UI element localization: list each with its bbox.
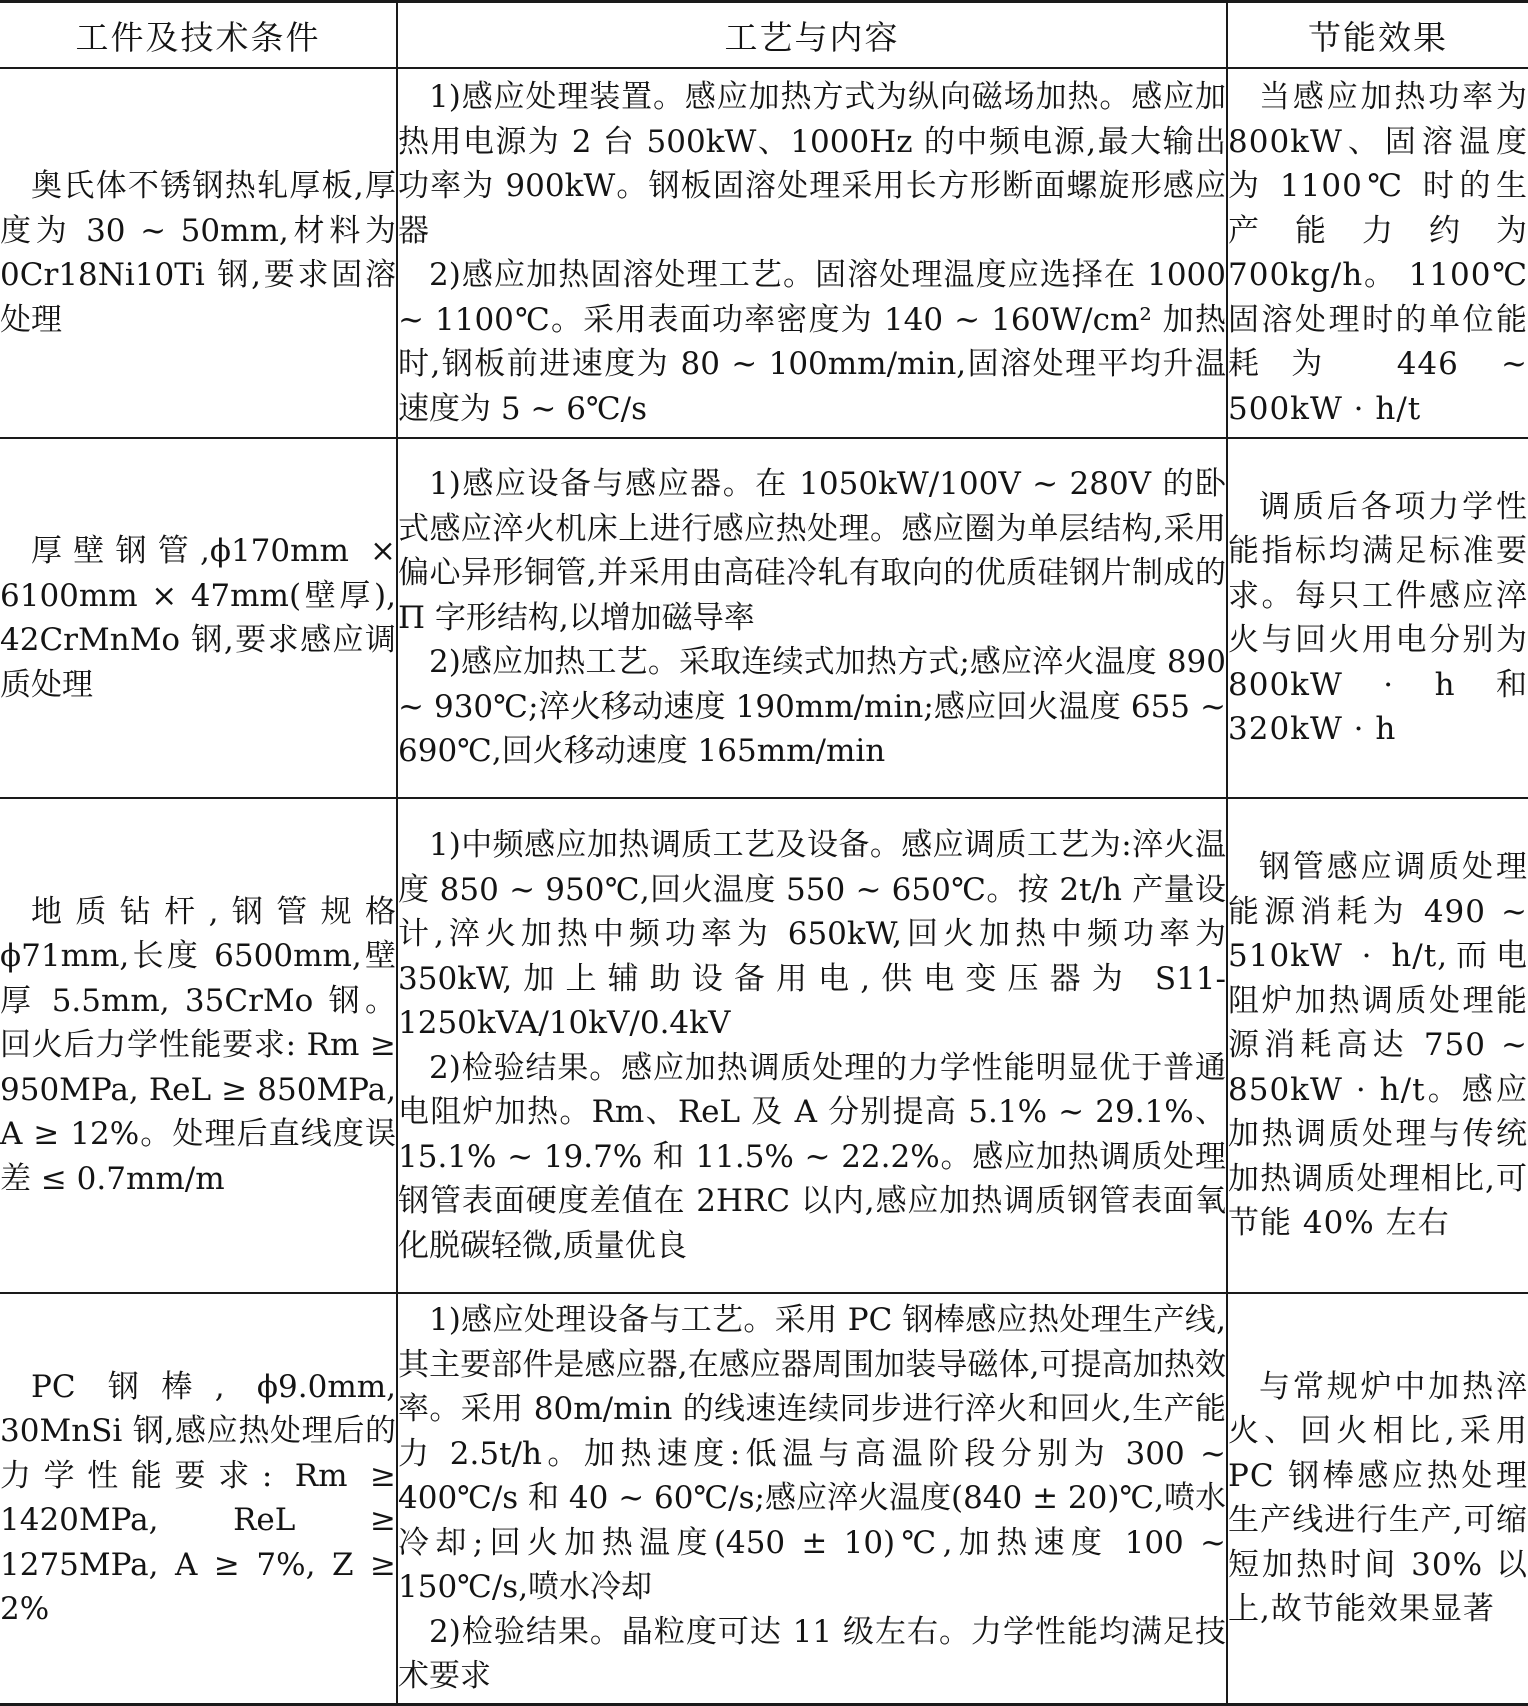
condition-text: PC 钢棒, ϕ9.0mm, 30MnSi 钢,感应热处理后的力学性能要求: Rm ≥ 1420MPa, ReL ≥ 1275MPa, A ≥ 7%, Z ≥ 2% bbox=[0, 1368, 396, 1628]
table-row bbox=[0, 798, 1528, 1293]
header-effect: 节能效果 bbox=[1227, 2, 1528, 69]
condition-cell bbox=[0, 438, 397, 798]
header-row bbox=[0, 2, 1528, 69]
process-cell bbox=[397, 798, 1227, 1293]
effect-text: 调质后各项力学性能指标均满足标准要求。每只工件感应淬火与回火用电分别为 800kW · h 和 320kW · h bbox=[1228, 488, 1528, 747]
condition-cell bbox=[0, 68, 397, 438]
process-cell bbox=[397, 68, 1227, 438]
effect-text: 与常规炉中加热淬火、回火相比,采用 PC 钢棒感应热处理生产线进行生产,可缩短加热时间 30% 以上,故节能效果显著 bbox=[1228, 1368, 1528, 1628]
header-condition: 工件及技术条件 bbox=[0, 2, 397, 69]
process-step: 1)感应处理设备与工艺。采用 PC 钢棒感应热处理生产线,其主要部件是感应器,在感应器周围加装导磁体,可提高加热效率。采用 80m/min 的线速连续同步进行淬火和回火,生产能力 2.5t/h。加热速度:低温与高温阶段分别为 300 ~ 400℃/s 和 40 ~ 60℃/s;感应淬火温度(840 ± 20)℃,喷水冷却;回火加热温度(450 ± 10)℃,加热速度 100 ~ 150℃/s,喷水冷却 bbox=[398, 1302, 1226, 1605]
condition-cell bbox=[0, 1293, 397, 1704]
process-cell bbox=[397, 1293, 1227, 1704]
table-row bbox=[0, 68, 1528, 438]
effect-text: 钢管感应调质处理能源消耗为 490 ~ 510kW · h/t,而电阻炉加热调质处理能源消耗高达 750 ~ 850kW · h/t。感应加热调质处理与传统加热调质处理相比,可节能 40% 左右 bbox=[1228, 849, 1528, 1242]
effect-cell bbox=[1227, 68, 1528, 438]
effect-cell bbox=[1227, 1293, 1528, 1704]
process-step: 1)感应处理装置。感应加热方式为纵向磁场加热。感应加热用电源为 2 台 500kW、1000Hz 的中频电源,最大输出功率为 900kW。钢板固溶处理采用长方形断面螺旋形感应器 bbox=[398, 79, 1226, 249]
process-step: 2)感应加热工艺。采取连续式加热方式;感应淬火温度 890 ~ 930℃;淬火移动速度 190mm/min;感应回火温度 655 ~ 690℃,回火移动速度 165mm/min bbox=[398, 644, 1226, 770]
condition-text: 地质钻杆,钢管规格 ϕ71mm,长度 6500mm,壁厚 5.5mm, 35CrMo 钢。回火后力学性能要求: Rm ≥ 950MPa, ReL ≥ 850MPa, A ≥ 12%。处理后直线度误差 ≤ 0.7mm/m bbox=[0, 893, 396, 1197]
process-step: 2)感应加热固溶处理工艺。固溶处理温度应选择在 1000 ~ 1100℃。采用表面功率密度为 140 ~ 160W/cm² 加热时,钢板前进速度为 80 ~ 100mm/min,固溶处理平均升温速度为 5 ~ 6℃/s bbox=[398, 257, 1226, 427]
process-step: 1)中频感应加热调质工艺及设备。感应调质工艺为:淬火温度 850 ~ 950℃,回火温度 550 ~ 650℃。按 2t/h 产量设计,淬火加热中频功率为 650kW,回火加热中频功率为 350kW,加上辅助设备用电,供电变压器为 S11-1250kVA/10kV/0.4kV bbox=[398, 827, 1226, 1041]
condition-cell bbox=[0, 798, 397, 1293]
table-row bbox=[0, 438, 1528, 798]
effect-cell bbox=[1227, 438, 1528, 798]
header-process: 工艺与内容 bbox=[397, 2, 1227, 69]
condition-text: 奥氏体不锈钢热轧厚板,厚度为 30 ~ 50mm,材料为 0Cr18Ni10Ti 钢,要求固溶处理 bbox=[0, 168, 396, 338]
process-cell bbox=[397, 438, 1227, 798]
condition-text: 厚壁钢管,ϕ170mm × 6100mm × 47mm(壁厚), 42CrMnMo 钢,要求感应调质处理 bbox=[0, 533, 396, 703]
process-step: 2)检验结果。晶粒度可达 11 级左右。力学性能均满足技术要求 bbox=[398, 1613, 1226, 1694]
process-step: 2)检验结果。感应加热调质处理的力学性能明显优于普通电阻炉加热。Rm、ReL 及 A 分别提高 5.1% ~ 29.1%、15.1% ~ 19.7% 和 11.5% ~ 22.2%。感应加热调质处理钢管表面硬度差值在 2HRC 以内,感应加热调质钢管表面氧化脱碳轻微,质量优良 bbox=[398, 1049, 1226, 1264]
effect-cell bbox=[1227, 798, 1528, 1293]
effect-text: 当感应加热功率为 800kW、固溶温度为 1100℃ 时的生产能力约为 700kg/h。 1100℃ 固溶处理时的单位能耗为 446 ~ 500kW · h/t bbox=[1228, 79, 1528, 427]
table-row bbox=[0, 1293, 1528, 1704]
process-step: 1)感应设备与感应器。在 1050kW/100V ~ 280V 的卧式感应淬火机床上进行感应热处理。感应圈为单层结构,采用偏心异形铜管,并采用由高硅冷轧有取向的优质硅钢片制成的 Π 字形结构,以增加磁导率 bbox=[398, 466, 1226, 636]
